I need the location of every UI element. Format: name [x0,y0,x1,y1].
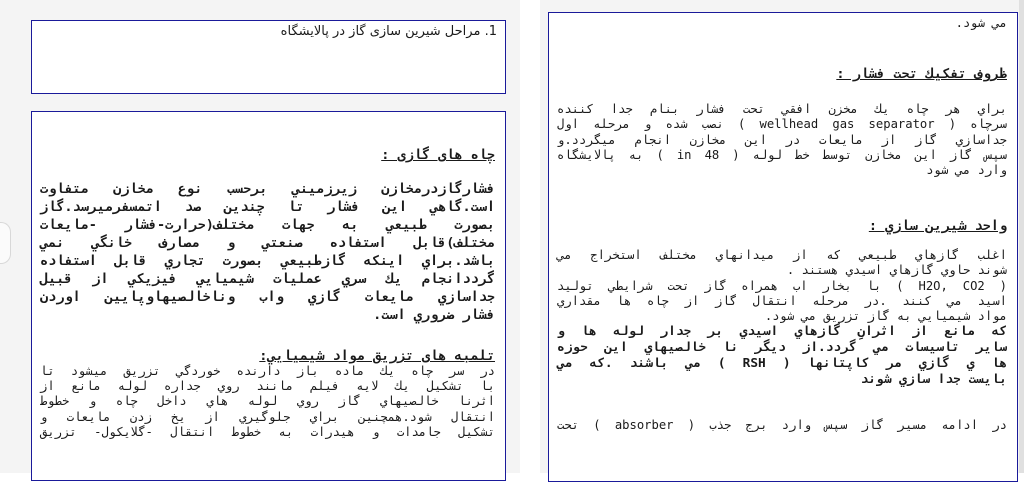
text-line: كه مانع از اثرانِ گازهاي اسيدي بر جدار لوله ها و [557,324,1007,340]
separator-heading: ظروف تفكيك تحت فشار : [836,66,1007,83]
text-line: مختلف)قابل استفاده صنعتي و مصارف خانگي نمي [40,235,495,251]
text-line: بصورت طبيعي به جهات مختلف(حرارت-فشار -مايعات [40,217,495,233]
injection-paragraph [40,364,495,440]
right-text-box[interactable] [548,12,1018,482]
text-line: فشارگازدرمخازن زيرزميني برحسب نوع مخازن متفاوت [40,181,495,197]
section-title [40,24,497,39]
text-line: در سر چاه يك ماده باز دارنده خوردگي تزريق ميشود تا [40,364,495,378]
text-line: اسيد مي كنند .در مرحله انتقال گاز از چاه ها مقداري [557,293,1007,308]
text-line: ها ي گازي مر كاپتانها ( RSH ) مي باشند .كه مي [557,356,1007,372]
text-line: بايست جدا سازي شوند [860,372,1007,388]
text-line: وارد مي شود [926,163,1007,178]
text-line: است.گاهي اين فشار تا چندين صد اتمسفرميرسد.گاز [40,199,495,215]
top-fragment: مي شود. [955,16,1007,30]
window-edge [1019,0,1024,473]
text-line: فشار ضروري است. [373,307,495,323]
text-line: تشكيل جامدات و هيدرات به خطوط انتقال -گلايكول- تزريق [40,424,495,439]
section-number: 1. [484,24,497,39]
section-title-text: مراحل شيرين سازی گاز در پالايشگاه [280,24,481,39]
text-line: سرچاه ( wellhead gas separator ) نصب شده و مرحله اول [557,117,1007,132]
text-line: براي هر چاه يك مخزن افقي تحت فشار بنام جدا كننده [557,102,1007,117]
text-line: سپس گاز اين مخازن توسط خط لوله ( 48 in ) به پالايشگاه [557,147,1007,162]
text-line: ساير تاسيسات مي گردد.از ديگر نا خالصيهاي اين حوزه [557,340,1007,356]
left-text-box[interactable] [31,111,506,481]
sweetening-paragraph [557,248,1007,324]
text-line: با تشكيل يك لايه فيلم مانند روي جداره لوله مانع از [40,379,495,394]
text-line: مواد شيميايي به گاز تزريق مي شود. [764,309,1007,324]
text-line: باشد.براي اينكه گازطبيعي بصورت تجاري قابل استفاده [40,253,495,269]
wells-paragraph [40,180,495,324]
sweetening-heading: واحد شيرين سازي : [868,218,1007,235]
injection-heading: تلمبه های تزريق مواد شيميايي: [259,348,495,364]
text-line: اغلب گازهاي طبيعي كه از ميدانهاي مختلف استخراج مي [557,248,1007,263]
text-line: اثرنا خالصيهاي گاز روي لوله هاي داخل چاه و خطوط [40,394,495,409]
text-line: ( H2O, CO2 ) با بخار اب همراه گاز تحت شرايطي توليد [557,278,1007,293]
title-text-box[interactable] [31,20,506,94]
scroll-handle[interactable] [0,222,11,264]
wells-heading: چاه های گازی : [381,147,495,163]
sweetening-bold-paragraph [557,324,1007,388]
text-line: جداسازي مايعات گازي واب وناخالصيهاوپايين اوردن [40,289,495,305]
text-line: گرددانجام يك سري عمليات شيميايي فيزيكي از قبيل [40,271,495,287]
separator-paragraph [557,102,1007,178]
absorber-line: در ادامه مسير گاز سپس وارد برج جذب ( absorber ) تحت [557,418,1007,433]
text-line: جداسازي گاز از مايعات در اين مخازن انجام ميگردد.و [557,132,1007,147]
text-line: انتقال شود.همچنين براي جلوگيري از يخ زدن مايعات و [40,409,495,424]
text-line: شوند حاوي گازهاي اسيدي هستند . [786,263,1007,278]
